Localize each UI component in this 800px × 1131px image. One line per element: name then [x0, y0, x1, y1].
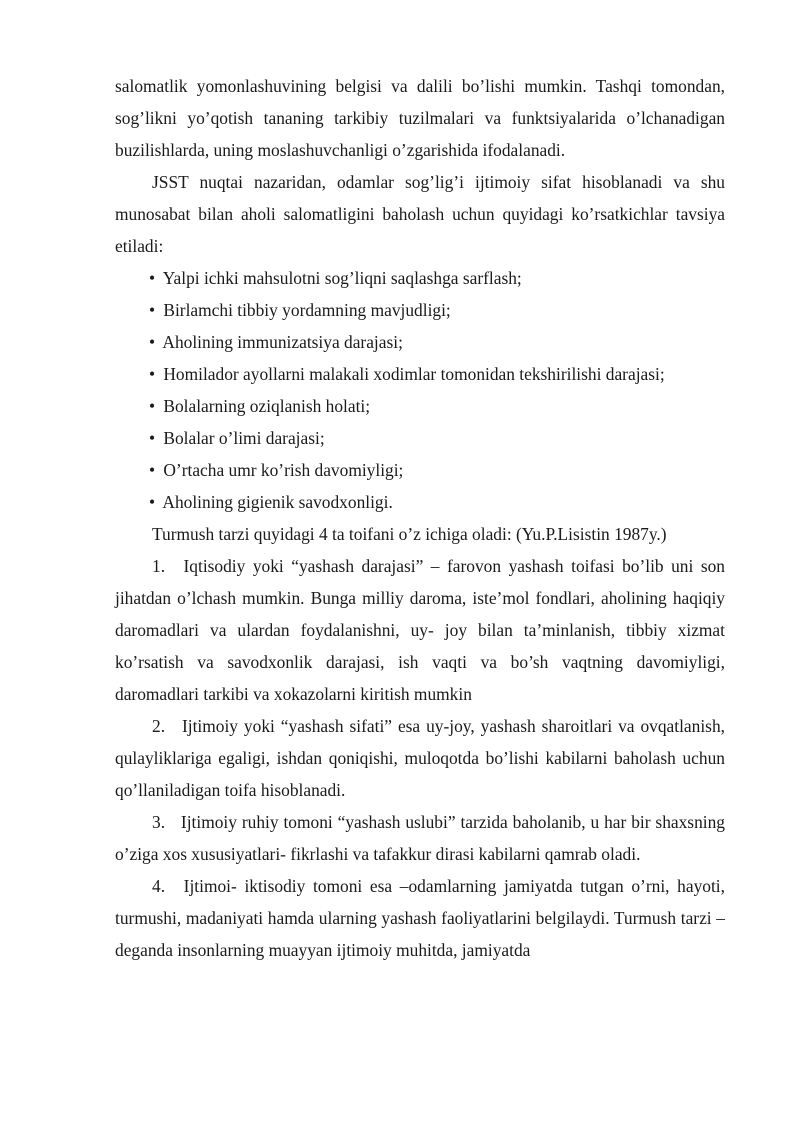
list-item: • Bolalarning oziqlanish holati;: [115, 390, 725, 422]
item-number: 4.: [152, 876, 166, 896]
item-number: 1.: [152, 556, 166, 576]
bullet-icon: •: [149, 300, 156, 320]
numbered-item-1: [115, 550, 725, 710]
list-item: • Homilador ayollarni malakali xodimlar tomonidan tekshirilishi darajasi;: [115, 358, 725, 390]
list-item: • Bolalar o’limi darajasi;: [115, 422, 725, 454]
item-number: 2.: [152, 716, 166, 736]
item-number: 3.: [152, 812, 166, 832]
item-text: Ijtimoiy yoki “yashash sifati” esa uy-joy, yashash sharoitlari va ovqatlanish, qulayliklariga egaligi, ishdan qoniqishi, muloqotda bo’lishi kabilarni baholash uchun qo’llaniladigan toifa hisoblanadi.: [115, 716, 725, 800]
item-text: Iqtisodiy yoki “yashash darajasi” – farovon yashash toifasi bo’lib uni son jihatdan o’lchash mumkin. Bunga milliy daroma, iste’mol fondlari, aholining haqiqiy daromadlari va ulardan foydalanishni, uy- joy bilan ta’minlanish, tibbiy xizmat ko’rsatish va savodxonlik darajasi, ish vaqti va bo’sh vaqtning davomiyligi, daromadlari tarkibi va xokazolarni kiritish mumkin: [115, 556, 725, 704]
list-item: • Aholining immunizatsiya darajasi;: [115, 326, 725, 358]
numbered-item-2: [115, 710, 725, 806]
paragraph-jsst: JSST nuqtai nazaridan, odamlar sog’lig’i ijtimoiy sifat hisoblanadi va shu munosabat bilan aholi salomatligini baholash uchun quyidagi ko’rsatkichlar tavsiya etiladi:: [115, 172, 725, 256]
numbered-item-4: [115, 870, 725, 966]
bullet-icon: •: [149, 396, 156, 416]
bullet-icon: •: [149, 460, 156, 480]
paragraph-intro: salomatlik yomonlashuvining belgisi va dalili bo’lishi mumkin. Tashqi tomondan, sog’likni yo’qotish tananing tarkibiy tuzilmalari va funktsiyalarida o’lchanadigan buzilishlarda, uning moslashuvchanligi o’zgarishida ifodalanadi.: [115, 76, 725, 160]
bullet-icon: •: [149, 268, 156, 288]
indicator-list: [115, 262, 725, 518]
numbered-item-3: [115, 806, 725, 870]
bullet-icon: •: [149, 492, 156, 512]
list-item: • Birlamchi tibbiy yordamning mavjudligi;: [115, 294, 725, 326]
paragraph-lifestyle: Turmush tarzi quyidagi 4 ta toifani o’z ichiga oladi: (Yu.P.Lisistin 1987y.): [152, 524, 667, 544]
item-text: Ijtimoi- iktisodiy tomoni esa –odamlarning jamiyatda tutgan o’rni, hayoti, turmushi, madaniyati hamda ularning yashash faoliyatlarini belgilaydi. Turmush tarzi – deganda insonlarning muayyan ijtimoiy muhitda, jamiyatda: [115, 876, 725, 960]
bullet-icon: •: [149, 364, 156, 384]
list-item: • O’rtacha umr ko’rish davomiyligi;: [115, 454, 725, 486]
bullet-icon: •: [149, 332, 156, 352]
bullet-icon: •: [149, 428, 156, 448]
list-item: • Yalpi ichki mahsulotni sog’liqni saqlashga sarflash;: [115, 262, 725, 294]
list-item: • Aholining gigienik savodxonligi.: [115, 486, 725, 518]
document-page: [115, 70, 725, 966]
item-text: Ijtimoiy ruhiy tomoni “yashash uslubi” tarzida baholanib, u har bir shaxsning o’ziga xos xususiyatlari- fikrlashi va tafakkur dirasi kabilarni qamrab oladi.: [115, 812, 725, 864]
